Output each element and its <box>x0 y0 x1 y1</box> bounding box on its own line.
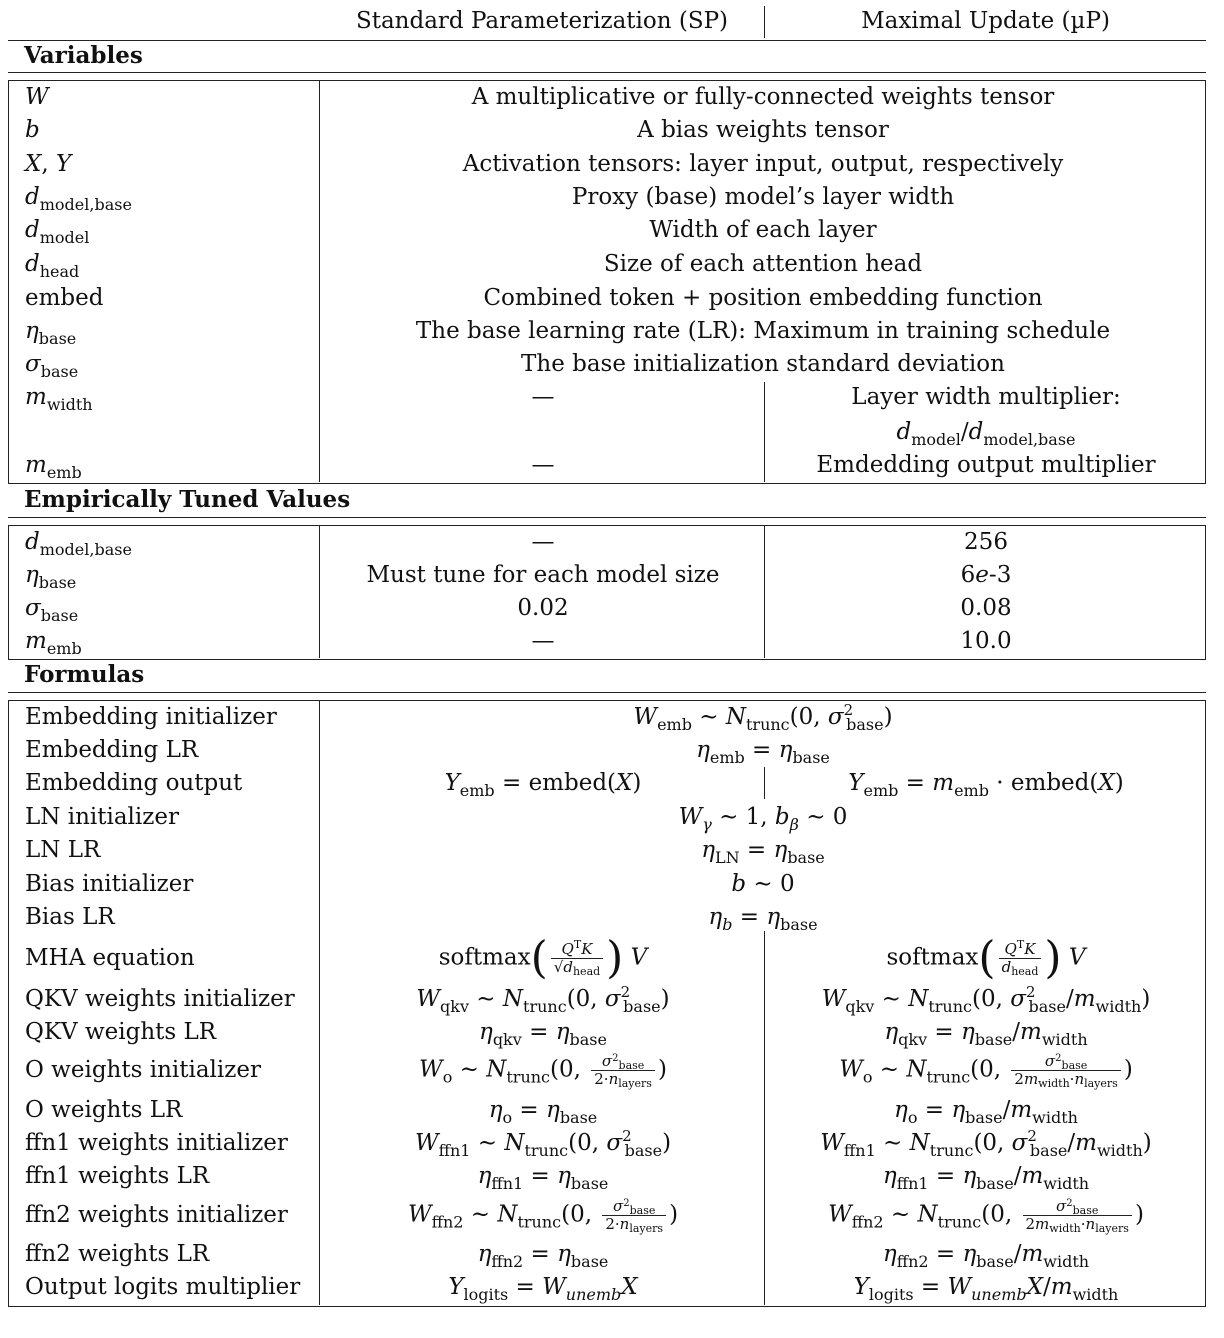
symbol-eta: $\eta_{base}$ <box>25 562 77 592</box>
mup-formula: softmax( $\frac{Q^TK}{d_{head}}$ ) V <box>886 932 1086 984</box>
description: The base learning rate (LR): Maximum in training schedule <box>415 318 1111 344</box>
formula: $\eta_{LN} = \eta_{base}$ <box>701 837 825 867</box>
section-title-tuned: Empirically Tuned Values <box>24 486 351 513</box>
sp-formula: $W_{ffn2}$ ∼ $N_{trunc}(0$, $\frac{\sigma^2_{base}}{2\cdot n_{layers}}$ ) <box>407 1197 679 1235</box>
symbol-memb: $m_{emb}$ <box>25 628 82 658</box>
formula-label: ffn2 weights initializer <box>25 1202 288 1228</box>
formula-label: LN LR <box>25 837 101 863</box>
rule <box>8 517 1206 518</box>
formula: $W_{emb}$ ∼ $N_{trunc}(0$, $\sigma^2_{base}$) <box>633 701 893 734</box>
formula-label: Bias LR <box>25 904 115 930</box>
mup-formula: $d_{model}/d_{model,base}$ <box>896 419 1076 449</box>
formula-label: O weights initializer <box>25 1057 261 1083</box>
rule <box>8 40 1206 41</box>
sp-value: — <box>531 529 555 555</box>
sp-formula: $W_o$ ∼ $N_{trunc}(0$, $\frac{\sigma^2_{base}}{2\cdot n_{layers}}$ ) <box>419 1052 667 1090</box>
rule <box>8 692 1206 693</box>
description: Activation tensors: layer input, output, respectively <box>462 151 1064 177</box>
mup-formula: $W_{ffn2}$ ∼ $N_{trunc}(0$, $\frac{\sigma^2_{base}}{2m_{width}\cdot n_{layers}}$ ) <box>828 1197 1144 1235</box>
sp-value: 0.02 <box>517 595 569 621</box>
sp-value: — <box>531 384 555 410</box>
divider <box>319 526 320 658</box>
description: Proxy (base) model’s layer width <box>571 184 955 210</box>
mup-value: Layer width multiplier: <box>851 384 1121 410</box>
variables-box <box>8 80 1206 484</box>
description: A multiplicative or fully-connected weights tensor <box>471 84 1055 110</box>
sp-formula: $Y_{emb}$ = embed(X) <box>444 770 642 800</box>
formula-label: QKV weights LR <box>25 1019 217 1045</box>
rule <box>8 72 1206 73</box>
formula-label: ffn1 weights initializer <box>25 1130 288 1156</box>
formula-label: ffn2 weights LR <box>25 1241 210 1267</box>
mup-formula: $W_{qkv}$ ∼ $N_{trunc}(0$, $\sigma^2_{base}/m_{width}$) <box>821 983 1151 1016</box>
mup-value: 10.0 <box>960 628 1012 654</box>
column-header-sp: Standard Parameterization (SP) <box>355 8 729 34</box>
symbol-embed: embed <box>25 285 104 311</box>
mup-formula: $\eta_{ffn2} = \eta_{base}/m_{width}$ <box>882 1241 1090 1271</box>
mup-formula: $W_{ffn1}$ ∼ $N_{trunc}(0$, $\sigma^2_{base}/m_{width}$) <box>820 1127 1152 1160</box>
sp-formula: $\eta_{ffn2} = \eta_{base}$ <box>477 1241 609 1271</box>
symbol-eta: $\eta_{base}$ <box>25 318 77 348</box>
mup-formula: $\eta_o = \eta_{base}/m_{width}$ <box>894 1097 1078 1127</box>
formula-label: ffn1 weights LR <box>25 1163 210 1189</box>
sp-formula: $\eta_{qkv} = \eta_{base}$ <box>479 1019 607 1049</box>
description: A bias weights tensor <box>637 117 889 143</box>
symbol-mwidth: $m_{width}$ <box>25 384 93 414</box>
description: Width of each layer <box>649 217 877 243</box>
formulas-box <box>8 700 1206 1307</box>
mup-formula: $Y_{emb} = m_{emb}$ · embed(X) <box>848 770 1124 800</box>
sp-value: — <box>531 628 555 654</box>
formula-label: Embedding LR <box>25 737 199 763</box>
symbol-sigma: $\sigma_{base}$ <box>25 351 79 381</box>
mup-formula: $W_o$ ∼ $N_{trunc}(0$, $\frac{\sigma^2_{base}}{2m_{width}\cdot n_{layers}}$ ) <box>839 1052 1133 1090</box>
formula-label: Output logits multiplier <box>25 1274 301 1300</box>
mup-value: Emdedding output multiplier <box>816 452 1156 478</box>
symbol-W: W <box>25 84 49 110</box>
sp-formula: $\eta_o = \eta_{base}$ <box>488 1097 598 1127</box>
sp-value: Must tune for each model size <box>366 562 720 588</box>
symbol-dmodelbase: $d_{model,base}$ <box>25 529 132 559</box>
formula: $\eta_{emb} = \eta_{base}$ <box>696 737 830 767</box>
description: The base initialization standard deviation <box>521 351 1005 377</box>
sp-formula: $W_{ffn1}$ ∼ $N_{trunc}(0$, $\sigma^2_{base}$) <box>414 1127 672 1160</box>
formula-label: O weights LR <box>25 1097 183 1123</box>
symbol-sigma: $\sigma_{base}$ <box>25 595 79 625</box>
column-header-mup: Maximal Update (µP) <box>861 8 1110 34</box>
sp-formula: $\eta_{ffn1} = \eta_{base}$ <box>477 1163 609 1193</box>
symbol-memb: $m_{emb}$ <box>25 452 82 482</box>
symbol-dhead: $d_{head}$ <box>25 251 80 281</box>
mup-value: 0.08 <box>960 595 1012 621</box>
table-row <box>9 1053 1207 1091</box>
formula: $W_\gamma$ ∼ 1, $b_\beta$ ∼ 0 <box>678 804 848 834</box>
sp-formula: $W_{qkv}$ ∼ $N_{trunc}(0$, $\sigma^2_{base}$) <box>416 983 670 1016</box>
symbol-XY: X, Y <box>25 151 72 177</box>
symbol-dmodelbase: $d_{model,base}$ <box>25 184 132 214</box>
formula-label: LN initializer <box>25 804 179 830</box>
formula-label: MHA equation <box>25 945 195 971</box>
formula-label: Bias initializer <box>25 871 194 897</box>
mup-formula: $\eta_{qkv} = \eta_{base}/m_{width}$ <box>884 1019 1088 1049</box>
section-title-formulas: Formulas <box>24 661 145 688</box>
section-title-variables: Variables <box>24 42 143 69</box>
sp-formula: $Y_{logits} = W_{unemb}X$ <box>448 1274 638 1304</box>
table-row <box>9 1198 1207 1236</box>
mup-formula: $\eta_{ffn1} = \eta_{base}/m_{width}$ <box>882 1163 1090 1193</box>
symbol-dmodel: $d_{model}$ <box>25 217 90 247</box>
mup-formula: $Y_{logits} = W_{unemb}X/m_{width}$ <box>853 1274 1119 1304</box>
sp-formula: softmax( $\frac{Q^TK}{√d_{head}}$ ) V <box>438 932 648 984</box>
formula-label: Embedding initializer <box>25 704 277 730</box>
divider <box>319 81 320 482</box>
formula: $\eta_b = \eta_{base}$ <box>708 904 818 934</box>
table-row <box>9 932 1207 984</box>
formula-label: Embedding output <box>25 770 243 796</box>
formula-label: QKV weights initializer <box>25 986 295 1012</box>
formula: b ∼ 0 <box>731 871 795 897</box>
description: Combined token + position embedding function <box>483 285 1043 311</box>
tuned-box <box>8 525 1206 660</box>
symbol-b: b <box>25 117 40 143</box>
description: Size of each attention head <box>603 251 923 277</box>
mup-value: 6e-3 <box>960 562 1012 588</box>
sp-value: — <box>531 452 555 478</box>
mup-value: 256 <box>964 529 1008 555</box>
